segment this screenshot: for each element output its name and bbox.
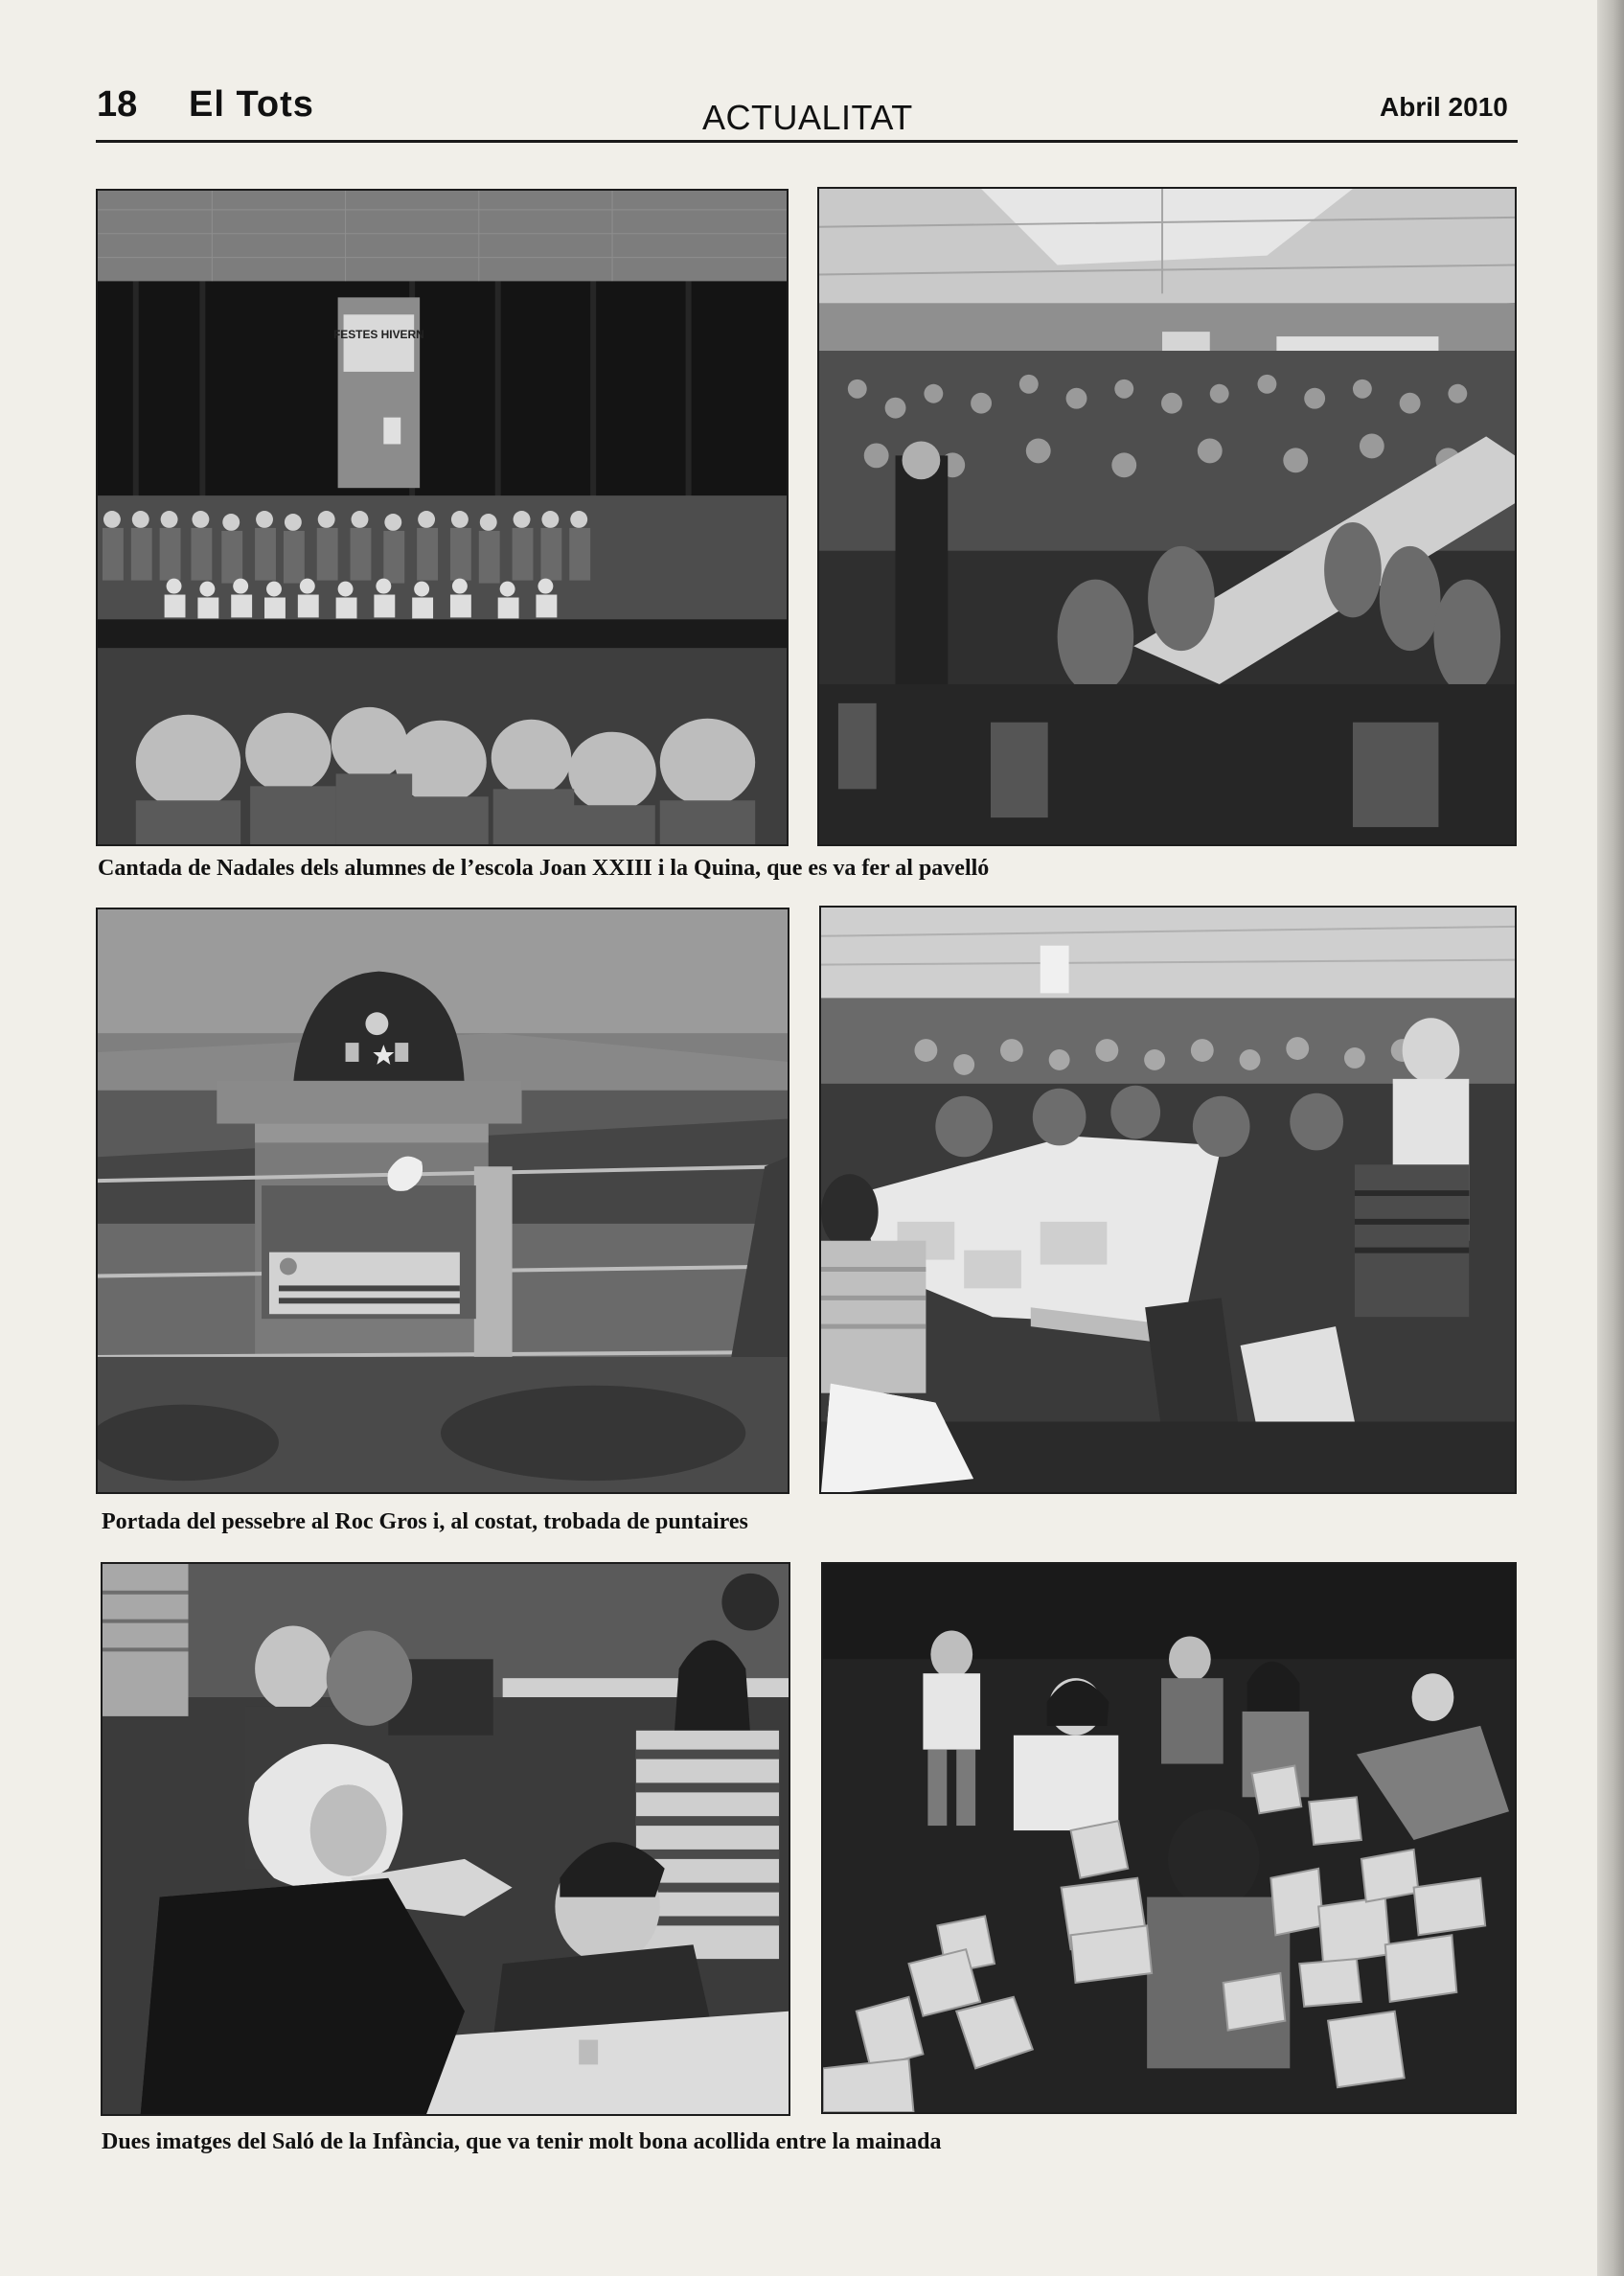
issue-date: Abril 2010 — [1380, 92, 1508, 122]
photo-quina-pavilion — [817, 187, 1517, 846]
caption-row-2: Portada del pessebre al Roc Gros i, al costat, trobada de puntaires — [102, 1509, 748, 1534]
caption-row-3: Dues imatges del Saló de la Infància, que va tenir molt bona acollida entre la mainada — [102, 2129, 942, 2154]
section-title: ACTUALITAT — [702, 98, 913, 137]
photo-school-choir-stage — [96, 189, 789, 846]
publication-name: El Tots — [189, 84, 314, 125]
scan-edge-strip — [1597, 0, 1624, 2276]
festes-hivern-banner-text: FESTES HIVERN — [332, 328, 424, 342]
photo-nativity-roc-gros — [96, 908, 789, 1494]
caption-row-1: Cantada de Nadales dels alumnes de l’escola Joan XXIII i la Quina, que es va fer al pavelló — [98, 856, 990, 881]
photo-face-painting — [101, 1562, 790, 2116]
photo-lacemakers-meeting — [819, 906, 1517, 1494]
photo-children-blocks — [821, 1562, 1517, 2114]
header-rule — [96, 140, 1518, 143]
page-number: 18 — [97, 84, 138, 125]
